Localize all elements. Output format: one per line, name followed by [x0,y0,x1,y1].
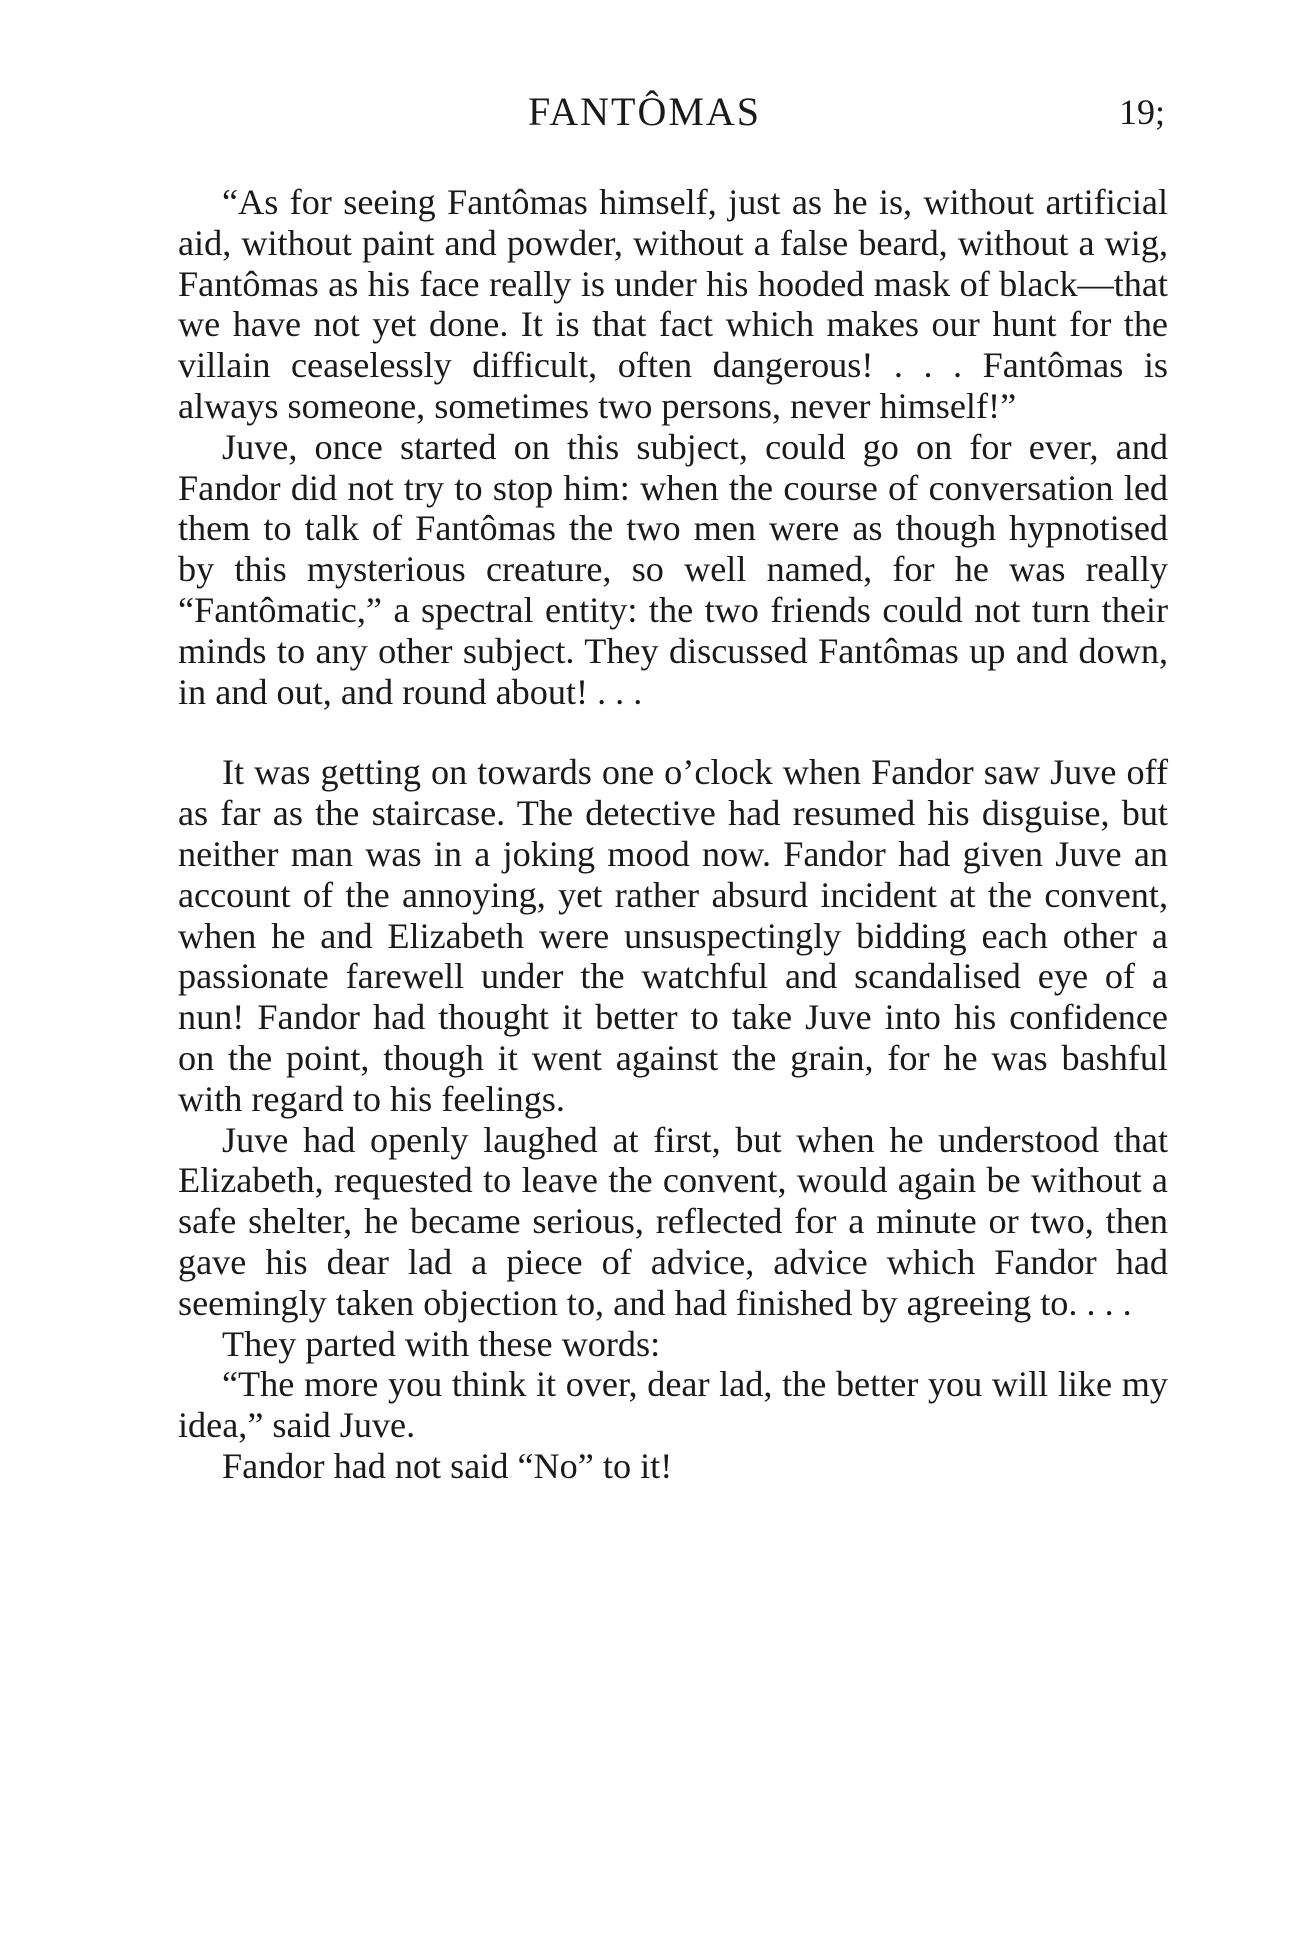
paragraph: “As for seeing Fantômas himself, just as he is, without artificial aid, without paint and powder, without a false beard, without a wig, Fantômas as his face really is under his hooded mask of black—that we have not yet done. It is that fact which makes our hunt for the villain ceaselessly difficult, often dangerous! . . . Fantômas is always someone, sometimes two persons, never himself!” [178,182,1168,426]
paragraph: It was getting on towards one o’clock when Fandor saw Juve off as far as the staircase. The detective had resumed his disguise, but neither man was in a joking mood now. Fandor had given Juve an account of the annoying, yet rather absurd incident at the convent, when he and Elizabeth were unsuspectingly bidding each other a passionate farewell under the watchful and scandalised eye of a nun! Fandor had thought it better to take Juve into his confidence on the point, though it went against the grain, for he was bashful with regard to his feelings. [178,752,1168,1119]
paragraph: They parted with these words: [222,1323,661,1364]
paragraph: “The more you think it over, dear lad, the better you will like my idea,” said Juve. [178,1364,1168,1446]
running-head [0,89,1289,134]
text-body [178,182,1168,1487]
paragraph: Fandor had not said “No” to it! [222,1445,673,1486]
paragraph: Juve had openly laughed at first, but when he understood that Elizabeth, requested to leave the convent, would again be without a safe shelter, he became serious, reflected for a minute or two, then gave his dear lad a piece of advice, advice which Fandor had seemingly taken objection to, and had finished by agreeing to. . . . [178,1119,1168,1323]
running-title: FANTÔMAS [527,89,762,134]
paragraph: Juve, once started on this subject, could go on for ever, and Fandor did not try to stop him: when the course of conversation led them to talk of Fantômas the two men were as though hypnotised by this mysterious creature, so well named, for he was really “Fantômatic,” a spectral entity: the two friends could not turn their minds to any other subject. They discussed Fantômas up and down, in and out, and round about! . . . [178,426,1168,712]
page-number: 19; [1118,92,1165,132]
